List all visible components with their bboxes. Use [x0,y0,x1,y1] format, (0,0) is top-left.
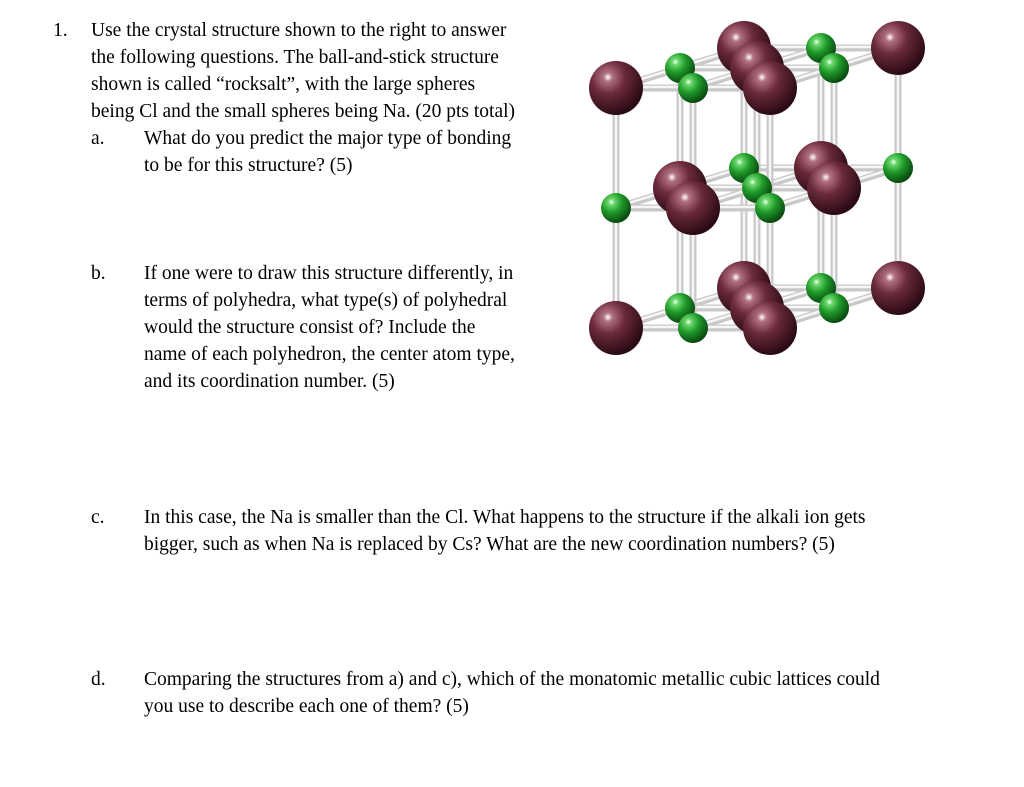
na-atom [601,193,631,223]
part-c-line: In this case, the Na is smaller than the Cl. What happens to the structure if the alkali ion gets [144,507,866,528]
na-atom [819,293,849,323]
intro-line: the following questions. The ball-and-stick structure [91,47,499,68]
part-b-line: If one were to draw this structure differently, in [144,263,514,284]
cl-atom [807,161,861,215]
cl-atom [589,301,643,355]
na-atom [678,313,708,343]
intro-line: Use the crystal structure shown to the right to answer [91,20,507,41]
na-atom [883,153,913,183]
part-a-letter: a. [91,128,105,149]
part-c-letter: c. [91,507,105,528]
na-atom [755,193,785,223]
part-b-letter: b. [91,263,106,284]
cl-atom [589,61,643,115]
atom-layer [589,21,925,355]
rocksalt-crystal-figure [578,10,998,400]
part-d-letter: d. [91,669,106,690]
part-b-text [144,260,515,395]
cl-atom [743,61,797,115]
intro-line: shown is called “rocksalt”, with the large spheres [91,74,476,95]
part-a-text [144,125,511,179]
cl-atom [871,261,925,315]
cl-atom [871,21,925,75]
part-b-line: name of each polyhedron, the center atom type, [144,344,515,365]
part-a-line: to be for this structure? (5) [144,155,353,176]
question-intro [91,17,515,125]
part-b-line: and its coordination number. (5) [144,371,395,392]
cl-atom [666,181,720,235]
cl-atom [743,301,797,355]
part-b-line: terms of polyhedra, what type(s) of polyhedral [144,290,508,311]
part-d-line: Comparing the structures from a) and c), which of the monatomic metallic cubic lattices could [144,669,880,690]
part-c-line: bigger, such as when Na is replaced by Cs? What are the new coordination numbers? (5) [144,534,835,555]
part-b-line: would the structure consist of? Include the [144,317,476,338]
intro-line: being Cl and the small spheres being Na. (20 pts total) [91,101,516,122]
part-c-text [144,504,866,558]
part-d-text [144,666,880,720]
na-atom [678,73,708,103]
question-number: 1. [53,20,68,41]
part-a-line: What do you predict the major type of bonding [144,128,512,149]
na-atom [819,53,849,83]
part-d-line: you use to describe each one of them? (5) [144,696,469,717]
